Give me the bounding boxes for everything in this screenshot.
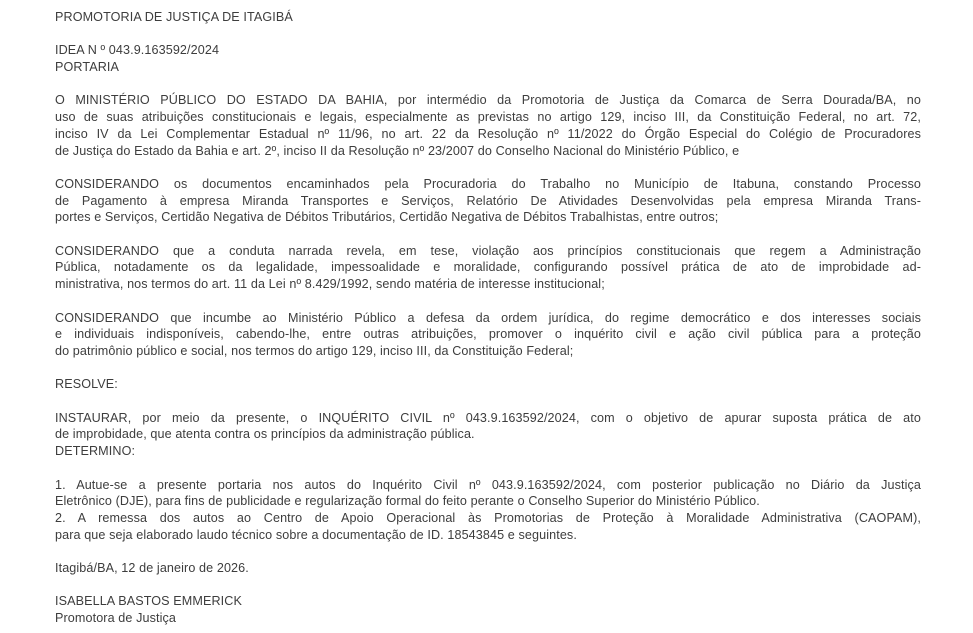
text-line: IDEA N º 043.9.163592/2024 [55,43,220,58]
text-line: PROMOTORIA DE JUSTIÇA DE ITAGIBÁ [55,10,293,24]
text-line: Pública, notadamente os da legalidade, impessoalidade e moralidade, configurando possível prática de ato de improbidade ad- [55,260,921,275]
block-considerando-3 [55,310,921,360]
block-instaurar [55,410,921,460]
text-line: de Justiça do Estado da Bahia e art. 2º, inciso II da Resolução nº 23/2007 do Conselho Nacional do Ministério Público, e [55,143,740,158]
portaria-document-body [55,9,921,627]
text-line: O MINISTÉRIO PÚBLICO DO ESTADO DA BAHIA, por intermédio da Promotoria de Justiça da Comarca de Serra Dourada/BA, no [55,93,921,108]
text-line: Promotora de Justiça [55,611,176,626]
text-line: 2. A remessa dos autos ao Centro de Apoio Operacional às Promotorias de Proteção à Moralidade Administrativa (CAOPAM), [55,510,921,525]
text-line: INSTAURAR, por meio da presente, o INQUÉRITO CIVIL nº 043.9.163592/2024, com o objetivo de apurar suposta prática de ato [55,410,921,425]
block-resolve [55,376,921,393]
text-line: Eletrônico (DJE), para fins de publicidade e regularização formal do feito perante o Conselho Superior do Ministério Público. [55,494,760,509]
text-line: de improbidade, que atenta contra os princípios da administração pública. [55,427,475,442]
block-signature [55,593,921,626]
block-considerando-2 [55,243,921,293]
text-line: RESOLVE: [55,377,118,392]
block-office-title [55,9,921,26]
text-line: PORTARIA [55,60,120,75]
block-case-id [55,42,921,75]
text-line: uso de suas atribuições constitucionais e legais, especialmente as previstas no artigo 129, inciso III, da Constituição Federal, no art. 72, [55,110,921,125]
block-place-date [55,560,921,577]
text-line: portes e Serviços, Certidão Negativa de Débitos Tributários, Certidão Negativa de Débitos Trabalhistas, entre outros; [55,210,719,225]
text-line: para que seja elaborado laudo técnico sobre a documentação de ID. 18543845 e seguintes. [55,527,577,542]
text-line: de Pagamento à empresa Miranda Transportes e Serviços, Relatório De Atividades Desenvolvidas pela empresa Miranda Trans- [55,193,921,208]
text-line: do patrimônio público e social, nos termos do artigo 129, inciso III, da Constituição Federal; [55,343,574,358]
text-line: e individuais indisponíveis, cabendo-lhe, entre outras atribuições, promover o inquérito civil e ação civil pública para a proteção [55,327,921,342]
text-line: CONSIDERANDO os documentos encaminhados pela Procuradoria do Trabalho no Município de Itabuna, constando Processo [55,176,921,191]
text-line: CONSIDERANDO que a conduta narrada revela, em tese, violação aos princípios constitucionais que regem a Administração [55,243,921,258]
block-determinations [55,477,921,544]
text-line: ISABELLA BASTOS EMMERICK [55,594,242,609]
block-preamble [55,92,921,159]
text-line: Itagibá/BA, 12 de janeiro de 2026. [55,561,249,576]
block-considerando-1 [55,176,921,226]
text-line: ministrativa, nos termos do art. 11 da Lei nº 8.429/1992, sendo matéria de interesse institucional; [55,277,605,292]
text-line: CONSIDERANDO que incumbe ao Ministério Público a defesa da ordem jurídica, do regime democrático e dos interesses sociais [55,310,921,325]
text-line: inciso IV da Lei Complementar Estadual nº 11/96, no art. 22 da Resolução nº 11/2022 do Órgão Especial do Colégio de Procuradores [55,126,921,141]
text-line: DETERMINO: [55,444,136,459]
text-line: 1. Autue-se a presente portaria nos autos do Inquérito Civil nº 043.9.163592/2024, com posterior publicação no Diário da Justiça [55,477,921,492]
